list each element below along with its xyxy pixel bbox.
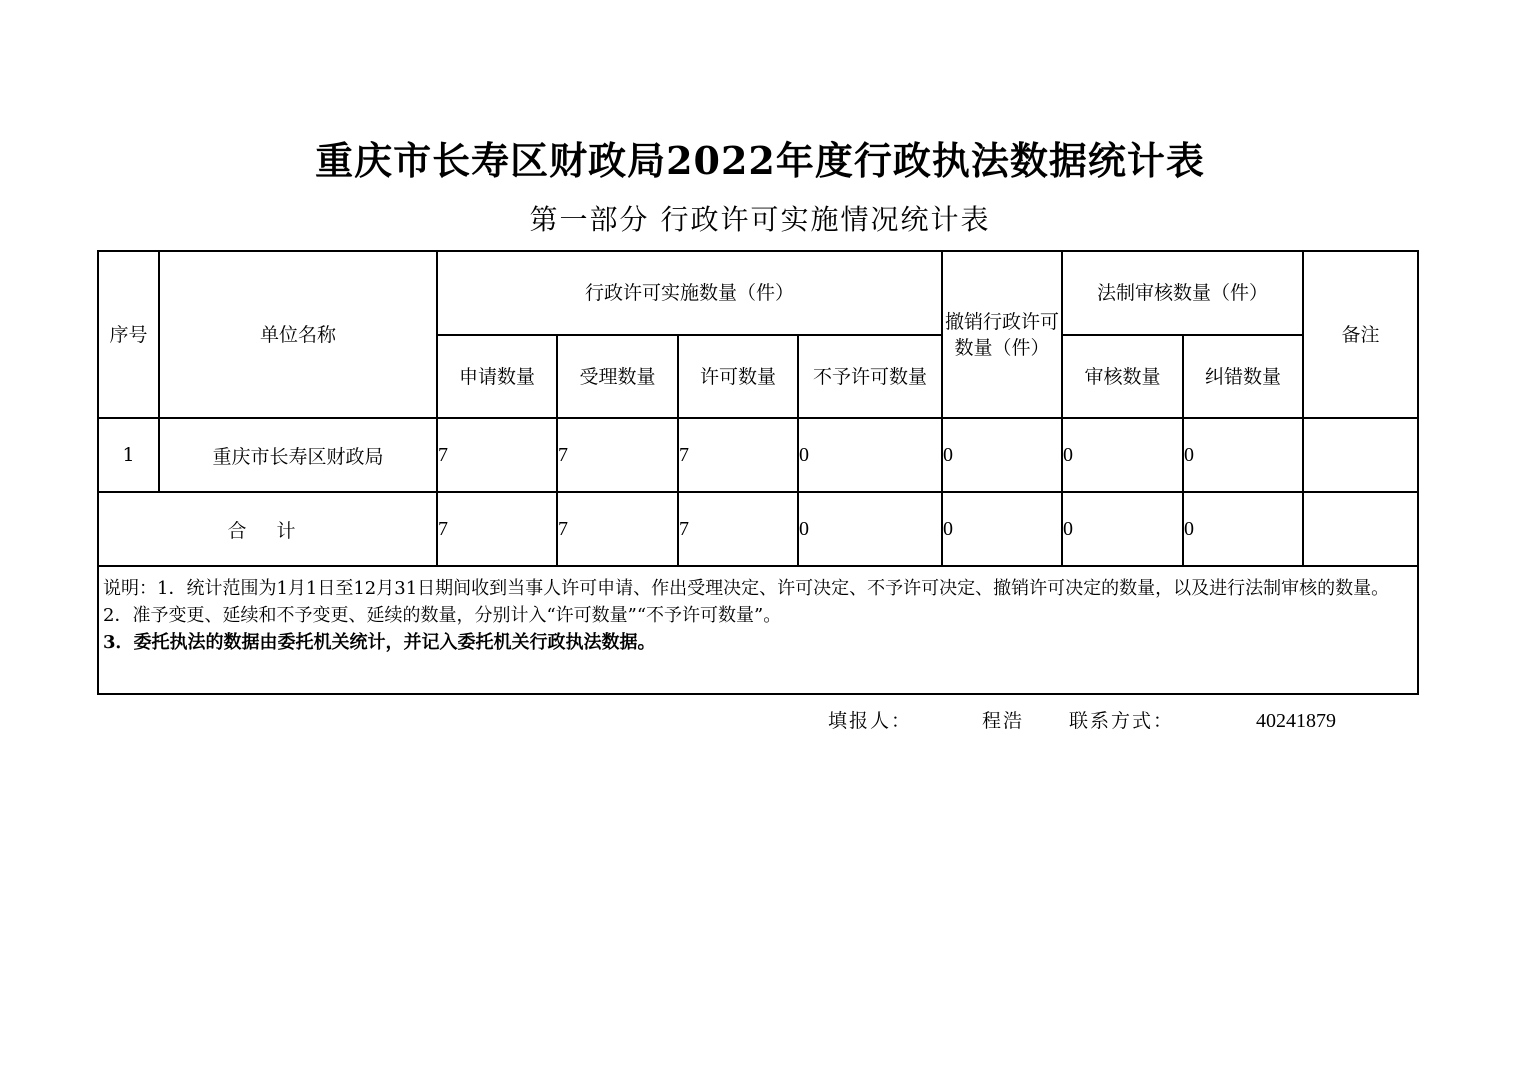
header-seq: 序号 xyxy=(98,251,159,418)
total-row xyxy=(98,492,1418,566)
header-review: 审核数量 xyxy=(1062,335,1183,418)
note-line-3: 3．委托执法的数据由委托机关统计，并记入委托机关行政执法数据。 xyxy=(103,632,656,653)
filler-label: 填报人： xyxy=(828,710,913,732)
header-permit: 许可数量 xyxy=(678,335,798,418)
total-accept: 7 xyxy=(557,492,678,566)
header-deny: 不予许可数量 xyxy=(798,335,942,418)
notes-cell xyxy=(98,566,1418,694)
notes-row xyxy=(98,566,1418,694)
total-remark xyxy=(1303,492,1418,566)
header-revoke: 撤销行政许可数量（件） xyxy=(942,251,1062,418)
row-seq: 1 xyxy=(98,418,159,492)
row-unit-name: 重庆市长寿区财政局 xyxy=(159,418,437,492)
filler-name: 程浩 xyxy=(982,710,1025,732)
contact-value: 40241879 xyxy=(1256,710,1336,732)
page-title: 重庆市长寿区财政局2022年度行政执法数据统计表 xyxy=(315,138,1205,183)
statistics-table xyxy=(97,250,1419,695)
header-unit-name: 单位名称 xyxy=(159,251,437,418)
header-impl-group: 行政许可实施数量（件） xyxy=(437,251,942,335)
total-label: 合 计 xyxy=(98,492,437,566)
total-correct: 0 xyxy=(1183,492,1303,566)
header-review-group: 法制审核数量（件） xyxy=(1062,251,1303,335)
header-remark: 备注 xyxy=(1303,251,1418,418)
total-permit: 7 xyxy=(678,492,798,566)
total-deny: 0 xyxy=(798,492,942,566)
note-line-1: 说明：1．统计范围为1月1日至12月31日期间收到当事人许可申请、作出受理决定、许可决定、不予许可决定、撤销许可决定的数量，以及进行法制审核的数量。 xyxy=(103,578,1390,599)
header-row-1 xyxy=(98,251,1418,335)
row-deny: 0 xyxy=(798,418,942,492)
page-subtitle: 第一部分 行政许可实施情况统计表 xyxy=(529,203,991,236)
header-correct: 纠错数量 xyxy=(1183,335,1303,418)
total-review: 0 xyxy=(1062,492,1183,566)
row-accept: 7 xyxy=(557,418,678,492)
total-apply: 7 xyxy=(437,492,557,566)
header-accept: 受理数量 xyxy=(557,335,678,418)
contact-label: 联系方式： xyxy=(1069,710,1175,732)
row-correct: 0 xyxy=(1183,418,1303,492)
row-permit: 7 xyxy=(678,418,798,492)
row-revoke: 0 xyxy=(942,418,1062,492)
row-apply: 7 xyxy=(437,418,557,492)
row-remark xyxy=(1303,418,1418,492)
header-apply: 申请数量 xyxy=(437,335,557,418)
note-line-2: 2．准予变更、延续和不予变更、延续的数量，分别计入“许可数量”“不予许可数量”。 xyxy=(103,605,782,626)
total-revoke: 0 xyxy=(942,492,1062,566)
table-row xyxy=(98,418,1418,492)
row-review: 0 xyxy=(1062,418,1183,492)
